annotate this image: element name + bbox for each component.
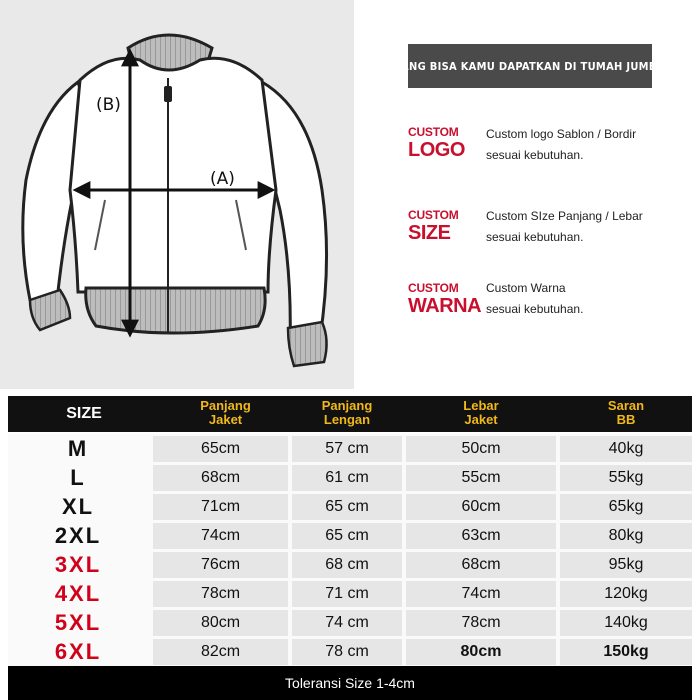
table-row xyxy=(8,579,692,609)
table-row xyxy=(8,637,692,667)
table-row xyxy=(8,521,692,551)
panjang-jaket-cell: 74cm xyxy=(153,523,288,549)
lebar-jaket-cell: 60cm xyxy=(406,494,556,520)
right-cuff xyxy=(288,322,327,366)
saran-bb-cell: 150kg xyxy=(560,639,692,665)
feature-desc-line: sesuai kebutuhan. xyxy=(486,302,584,316)
saran-bb-cell: 120kg xyxy=(560,581,692,607)
benefits-banner: YANG BISA KAMU DAPATKAN DI TUMAH JUMBO xyxy=(408,44,652,88)
panjang-jaket-cell: 65cm xyxy=(153,436,288,462)
table-row xyxy=(8,492,692,522)
panjang-lengan-cell: 57 cm xyxy=(292,436,402,462)
header-line: Saran xyxy=(607,398,645,413)
panjang-lengan-cell: 61 cm xyxy=(292,465,402,491)
panjang-jaket-cell: 82cm xyxy=(153,639,288,665)
size-cell: L xyxy=(70,465,86,490)
saran-bb-cell: 95kg xyxy=(560,552,692,578)
jacket-drawing xyxy=(0,0,354,389)
lebar-jaket-cell: 50cm xyxy=(406,436,556,462)
lebar-jaket-cell: 74cm xyxy=(406,581,556,607)
feature-tag: CUSTOM xyxy=(408,208,459,222)
feature-size-desc xyxy=(486,206,643,248)
panjang-jaket-cell: 71cm xyxy=(153,494,288,520)
feature-desc-line: Custom SIze Panjang / Lebar xyxy=(486,209,643,223)
zipper-pull xyxy=(164,86,172,102)
feature-size xyxy=(408,209,459,244)
label-b: (B) xyxy=(96,95,121,115)
saran-bb-cell: 80kg xyxy=(560,523,692,549)
feature-desc-line: Custom logo Sablon / Bordir xyxy=(486,127,637,141)
panjang-jaket-cell: 76cm xyxy=(153,552,288,578)
size-cell: XL xyxy=(61,494,95,519)
feature-desc-line: sesuai kebutuhan. xyxy=(486,230,584,244)
header-panjang-jaket xyxy=(158,399,293,427)
panjang-lengan-cell: 74 cm xyxy=(292,610,402,636)
feature-desc-line: Custom Warna xyxy=(486,281,566,295)
saran-bb-cell: 65kg xyxy=(560,494,692,520)
saran-bb-cell: 40kg xyxy=(560,436,692,462)
size-cell: 4XL xyxy=(54,581,102,606)
feature-desc-line: sesuai kebutuhan. xyxy=(486,148,584,162)
table-header xyxy=(8,396,692,432)
tolerance-footer: Toleransi Size 1-4cm xyxy=(8,666,692,700)
lebar-jaket-cell: 55cm xyxy=(406,465,556,491)
saran-bb-cell: 140kg xyxy=(560,610,692,636)
header-line: Jaket xyxy=(208,412,243,427)
size-cell: 2XL xyxy=(54,523,102,548)
lebar-jaket-cell: 78cm xyxy=(406,610,556,636)
panjang-lengan-cell: 65 cm xyxy=(292,494,402,520)
panjang-lengan-cell: 68 cm xyxy=(292,552,402,578)
header-line: Lengan xyxy=(323,412,371,427)
jacket-body xyxy=(70,58,276,292)
size-cell: 5XL xyxy=(54,610,102,635)
panjang-lengan-cell: 71 cm xyxy=(292,581,402,607)
size-cell: 6XL xyxy=(54,639,102,664)
header-line: Panjang xyxy=(200,398,251,413)
header-saran-bb xyxy=(560,399,692,427)
jacket-illustration xyxy=(0,0,354,389)
header-size: SIZE xyxy=(66,405,102,422)
feature-warna-desc xyxy=(486,278,583,320)
feature-warna xyxy=(408,282,481,317)
panjang-jaket-cell: 80cm xyxy=(153,610,288,636)
size-cell: M xyxy=(67,436,89,461)
lebar-jaket-cell: 63cm xyxy=(406,523,556,549)
header-line: BB xyxy=(616,412,636,427)
table-row xyxy=(8,608,692,638)
waistband xyxy=(86,288,265,333)
feature-title: SIZE xyxy=(408,222,451,244)
info-panel xyxy=(360,0,700,389)
feature-tag: CUSTOM xyxy=(408,125,459,139)
panjang-jaket-cell: 68cm xyxy=(153,465,288,491)
saran-bb-cell: 55kg xyxy=(560,465,692,491)
panjang-lengan-cell: 65 cm xyxy=(292,523,402,549)
feature-title: LOGO xyxy=(408,139,465,161)
feature-logo xyxy=(408,126,465,161)
header-lebar-jaket xyxy=(406,399,556,427)
header-line: Panjang xyxy=(321,398,373,413)
size-table xyxy=(0,396,700,700)
header-line: Jaket xyxy=(464,412,498,427)
table-row xyxy=(8,550,692,580)
feature-title: WARNA xyxy=(408,295,482,317)
lebar-jaket-cell: 80cm xyxy=(406,639,556,665)
feature-logo-desc xyxy=(486,124,636,166)
table-row xyxy=(8,434,692,464)
panjang-lengan-cell: 78 cm xyxy=(292,639,402,665)
table-row xyxy=(8,463,692,493)
header-line: Lebar xyxy=(463,398,499,413)
lebar-jaket-cell: 68cm xyxy=(406,552,556,578)
panjang-jaket-cell: 78cm xyxy=(153,581,288,607)
size-cell: 3XL xyxy=(54,552,102,577)
feature-tag: CUSTOM xyxy=(408,281,459,295)
header-panjang-lengan xyxy=(292,399,402,427)
label-a: (A) xyxy=(210,169,235,189)
